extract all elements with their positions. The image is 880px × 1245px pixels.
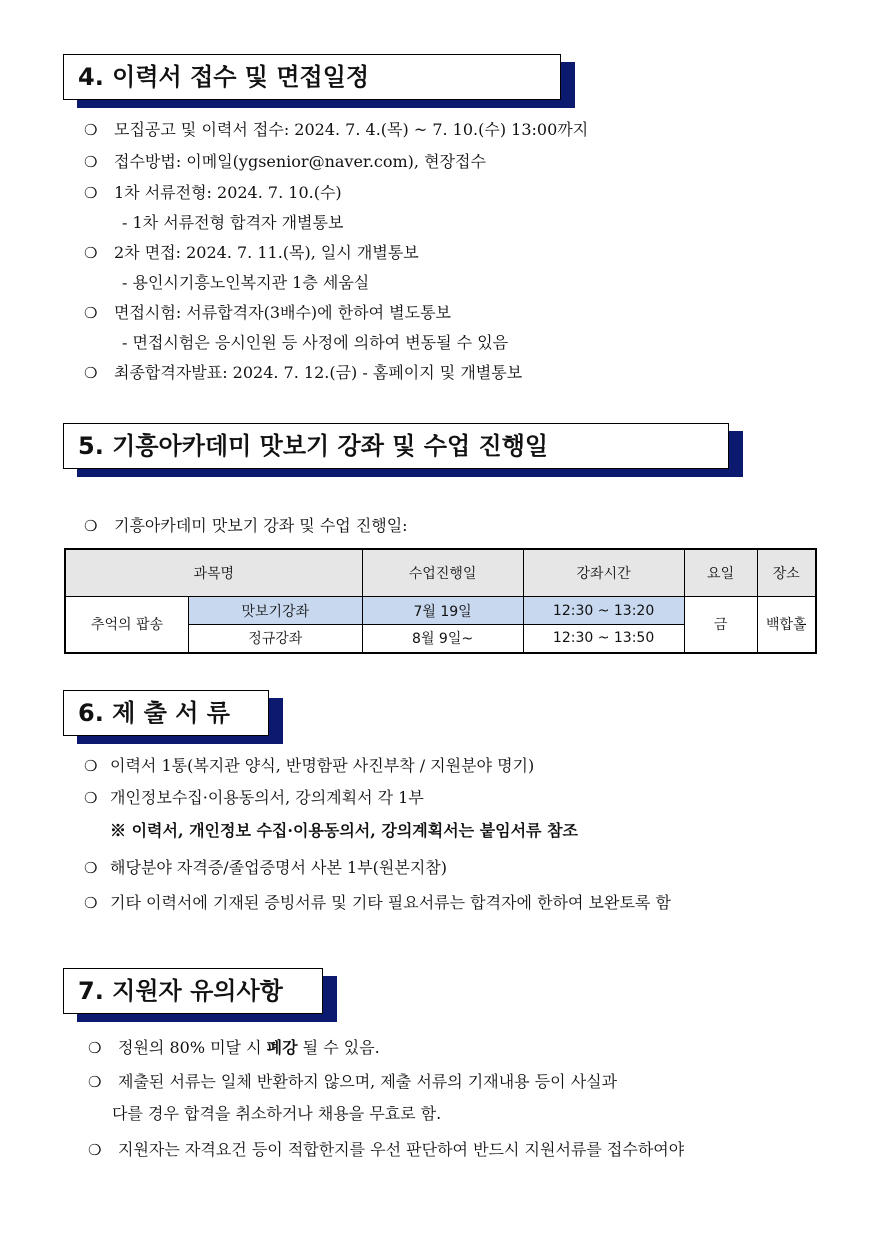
sub-item: - 면접시험은 응시인원 등 사정에 의하여 변동될 수 있음 (122, 333, 509, 352)
table-intro: ❍ 기흥아카데미 맛보기 강좌 및 수업 진행일: (84, 516, 408, 535)
list-item: ❍ 기타 이력서에 기재된 증빙서류 및 기타 필요서류는 합격자에 한하여 보완토록 함 (84, 893, 671, 912)
schedule-table (64, 548, 817, 654)
date-cell: 8월 9일~ (362, 625, 523, 653)
header-time: 강좌시간 (523, 549, 684, 597)
list-item: ❍ 이력서 1통(복지관 양식, 반명함판 사진부착 / 지원분야 명기) (84, 756, 535, 775)
list-item: ❍ 1차 서류전형: 2024. 7. 10.(수) (84, 183, 342, 202)
day-cell: 금 (684, 597, 757, 653)
list-item: ❍ 최종합격자발표: 2024. 7. 12.(금) - 홈페이지 및 개별통보 (84, 363, 523, 382)
circle-bullet-icon: ❍ (88, 1141, 102, 1159)
list-item: ❍ 해당분야 자격증/졸업증명서 사본 1부(원본지참) (84, 858, 447, 877)
circle-bullet-icon: ❍ (84, 789, 98, 807)
circle-bullet-icon: ❍ (84, 121, 98, 139)
table-row (65, 597, 816, 625)
circle-bullet-icon: ❍ (84, 757, 98, 775)
list-item: ❍ 면접시험: 서류합격자(3배수)에 한하여 별도통보 (84, 303, 451, 322)
list-item: ❍ 제출된 서류는 일체 반환하지 않으며, 제출 서류의 기재내용 등이 사실과 (88, 1072, 618, 1091)
list-item: ❍ 지원자는 자격요건 등이 적합한지를 우선 판단하여 반드시 지원서류를 접수하여야 (88, 1140, 685, 1159)
place-cell: 백합홀 (757, 597, 816, 653)
list-item: ❍ 개인정보수집·이용동의서, 강의계획서 각 1부 (84, 788, 424, 807)
header-place: 장소 (757, 549, 816, 597)
circle-bullet-icon: ❍ (88, 1039, 102, 1057)
list-item: ❍ 2차 면접: 2024. 7. 11.(목), 일시 개별통보 (84, 243, 419, 262)
circle-bullet-icon: ❍ (84, 304, 98, 322)
subject-cell: 추억의 팝송 (65, 597, 189, 653)
circle-bullet-icon: ❍ (84, 184, 98, 202)
sub-item: - 1차 서류전형 합격자 개별통보 (122, 213, 344, 232)
note-item: ※ 이력서, 개인정보 수집·이용동의서, 강의계획서는 붙임서류 참조 (110, 821, 578, 840)
list-item: ❍ 모집공고 및 이력서 접수: 2024. 7. 4.(목) ~ 7. 10.(수) 13:00까지 (84, 120, 589, 139)
section-7-title: 7. 지원자 유의사항 (63, 968, 323, 1014)
circle-bullet-icon: ❍ (84, 153, 98, 171)
header-day: 요일 (684, 549, 757, 597)
section-6-title: 6. 제 출 서 류 (63, 690, 269, 736)
circle-bullet-icon: ❍ (84, 517, 98, 535)
time-cell: 12:30 ~ 13:20 (523, 597, 684, 625)
course-type-cell: 정규강좌 (189, 625, 363, 653)
course-type-cell: 맛보기강좌 (189, 597, 363, 625)
section-4-title: 4. 이력서 접수 및 면접일정 (63, 54, 561, 100)
circle-bullet-icon: ❍ (84, 859, 98, 877)
sub-item: - 용인시기흥노인복지관 1층 세움실 (122, 273, 370, 292)
table-header-row (65, 549, 816, 597)
header-date: 수업진행일 (362, 549, 523, 597)
circle-bullet-icon: ❍ (84, 894, 98, 912)
circle-bullet-icon: ❍ (84, 364, 98, 382)
date-cell: 7월 19일 (362, 597, 523, 625)
list-item: ❍ 정원의 80% 미달 시 폐강 될 수 있음. (88, 1038, 380, 1057)
section-5-title: 5. 기흥아카데미 맛보기 강좌 및 수업 진행일 (63, 423, 729, 469)
list-item-continued: 다를 경우 합격을 취소하거나 채용을 무효로 함. (112, 1104, 442, 1123)
circle-bullet-icon: ❍ (84, 244, 98, 262)
circle-bullet-icon: ❍ (88, 1073, 102, 1091)
list-item: ❍ 접수방법: 이메일(ygsenior@naver.com), 현장접수 (84, 152, 486, 171)
time-cell: 12:30 ~ 13:50 (523, 625, 684, 653)
header-subject: 과목명 (65, 549, 362, 597)
